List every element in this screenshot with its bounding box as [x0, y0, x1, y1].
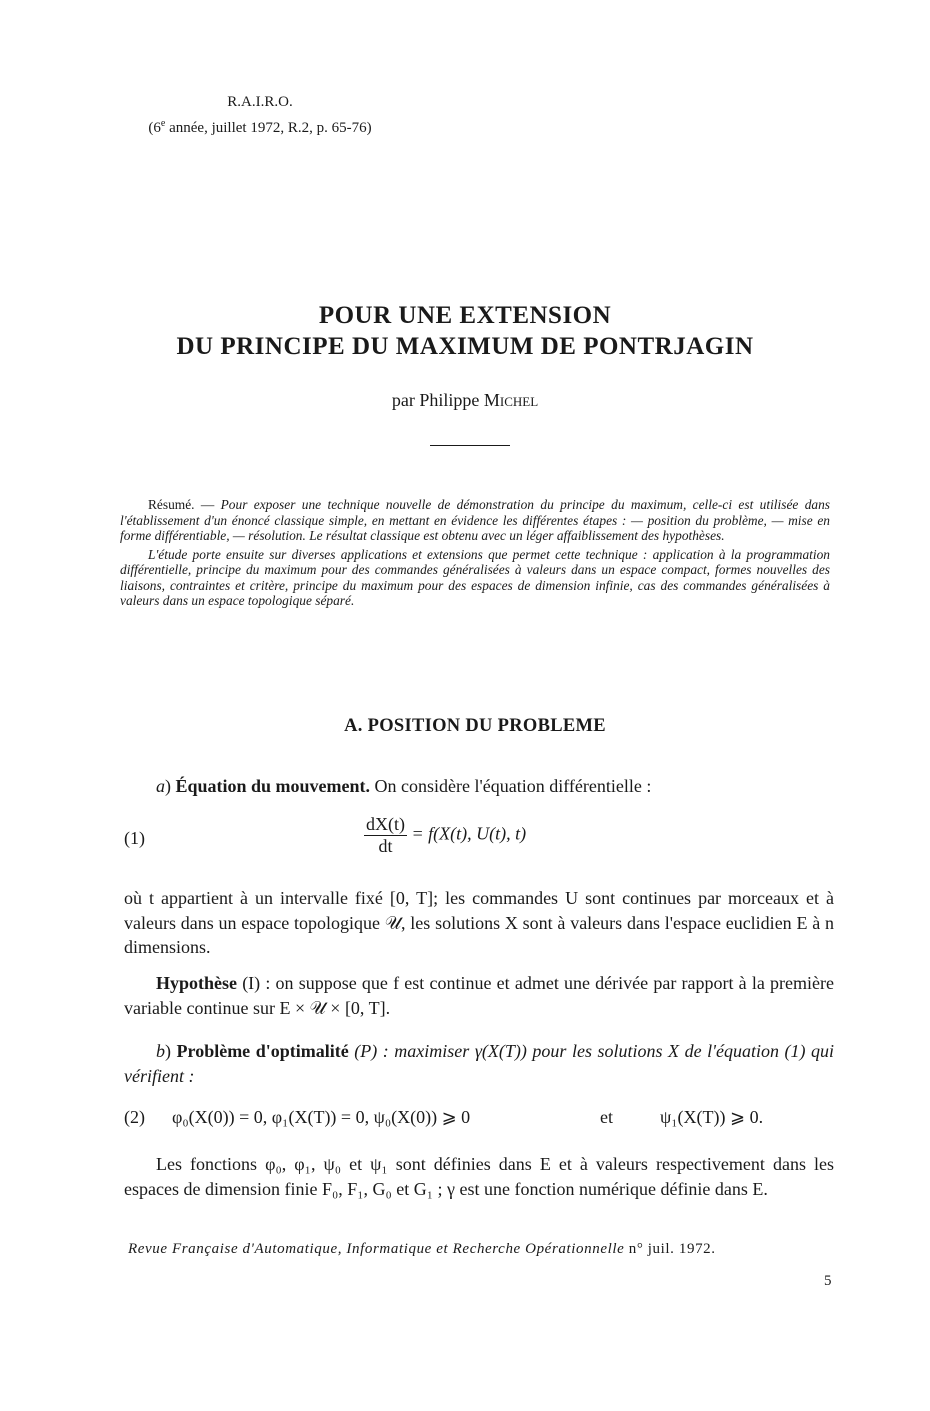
subsection-a-title: Équation du mouvement. [175, 776, 371, 796]
section-heading: A. POSITION DU PROBLEME [344, 716, 606, 736]
journal-footer: Revue Française d'Automatique, Informatique et Recherche Opérationnelle n° juil. 1972. [128, 1241, 716, 1257]
subsection-b: b) Problème d'optimalité (P) : maximiser γ(X(T)) pour les solutions X de l'équation (1) qui vérifient : [124, 1041, 835, 1086]
journal-name: R.A.I.R.O. [227, 94, 293, 110]
abstract-paragraph-2: L'étude porte ensuite sur diverses applications et extensions que permet cette technique : application à la programmation différentielle, principe du maximum pour des commandes généralisées à valeurs dans un espace compact, formes nouvelles des liaisons, contraintes et critère, principe du maximum pour des espaces de dimension infinie, cas des commandes généralisées à valeurs dans un espace topologique séparé. [120, 546, 830, 608]
abstract [120, 497, 830, 609]
title-line-2: DU PRINCIPE DU MAXIMUM DE PONTRJAGIN [176, 333, 754, 360]
abstract-paragraph-1: Résumé. — Pour exposer une technique nouvelle de démonstration du principe du maximum, celle-ci est utilisée dans l'établissement d'un énoncé classique simple, en mettant en évidence les différentes étapes : — position du problème, — mise en forme différentiable, — résolution. Le résultat classique est obtenu avec un léger affaiblissement des hypothèses. [120, 497, 830, 543]
journal-reference [0, 92, 520, 139]
abstract-label: Résumé. — [148, 497, 221, 512]
page-number: 5 [824, 1273, 832, 1289]
title-divider [430, 445, 510, 446]
hypothesis-label: Hypothèse [156, 973, 237, 993]
equation-2-part-1: φ₀(X(0)) = 0, φ₁(X(T)) = 0, ψ₀(X(0)) ⩾ 0 [172, 1107, 471, 1127]
author-name: Michel [483, 390, 539, 410]
title-line-1: POUR UNE EXTENSION [318, 302, 612, 329]
journal-issue: (6e année, juillet 1972, R.2, p. 65-76) [148, 118, 372, 136]
paragraph-1: où t appartient à un intervalle fixé [0, T]; les commandes U sont continues par morceaux et à valeurs dans un espace topologique 𝒰, les solutions X sont à valeurs dans l'espace euclidien E à n dimensions. [124, 888, 834, 957]
author-line: par Philippe Michel [391, 390, 539, 410]
paper-title [0, 300, 930, 362]
derivative-fraction: $\frac{dX(t)}{dt}$ [366, 814, 405, 856]
equation-2-part-2: ψ₁(X(T)) ⩾ 0. [660, 1107, 764, 1127]
subsection-a: a) Équation du mouvement. On considère l'équation différentielle : [156, 776, 652, 796]
subsection-b-title: Problème d'optimalité [176, 1041, 349, 1061]
hypothesis-paragraph: Hypothèse (I) : on suppose que f est continue et admet une dérivée par rapport à la première variable continue sur E × 𝒰 × [0, T]. [124, 973, 834, 1018]
equation-1: $\frac{dX(t)}{dt}$ = f(X(t), U(t), t) [366, 814, 527, 856]
equation-2-connector: et [600, 1107, 613, 1127]
equation-2-number: (2) [124, 1107, 145, 1127]
paragraph-2: Les fonctions φ₀, φ₁, ψ₀ et ψ₁ sont définies dans E et à valeurs respectivement dans les espaces de dimension finie F₀, F₁, G₀ et G₁ ; γ est une fonction numérique définie dans E. [124, 1154, 834, 1199]
equation-1-number: (1) [124, 828, 145, 848]
